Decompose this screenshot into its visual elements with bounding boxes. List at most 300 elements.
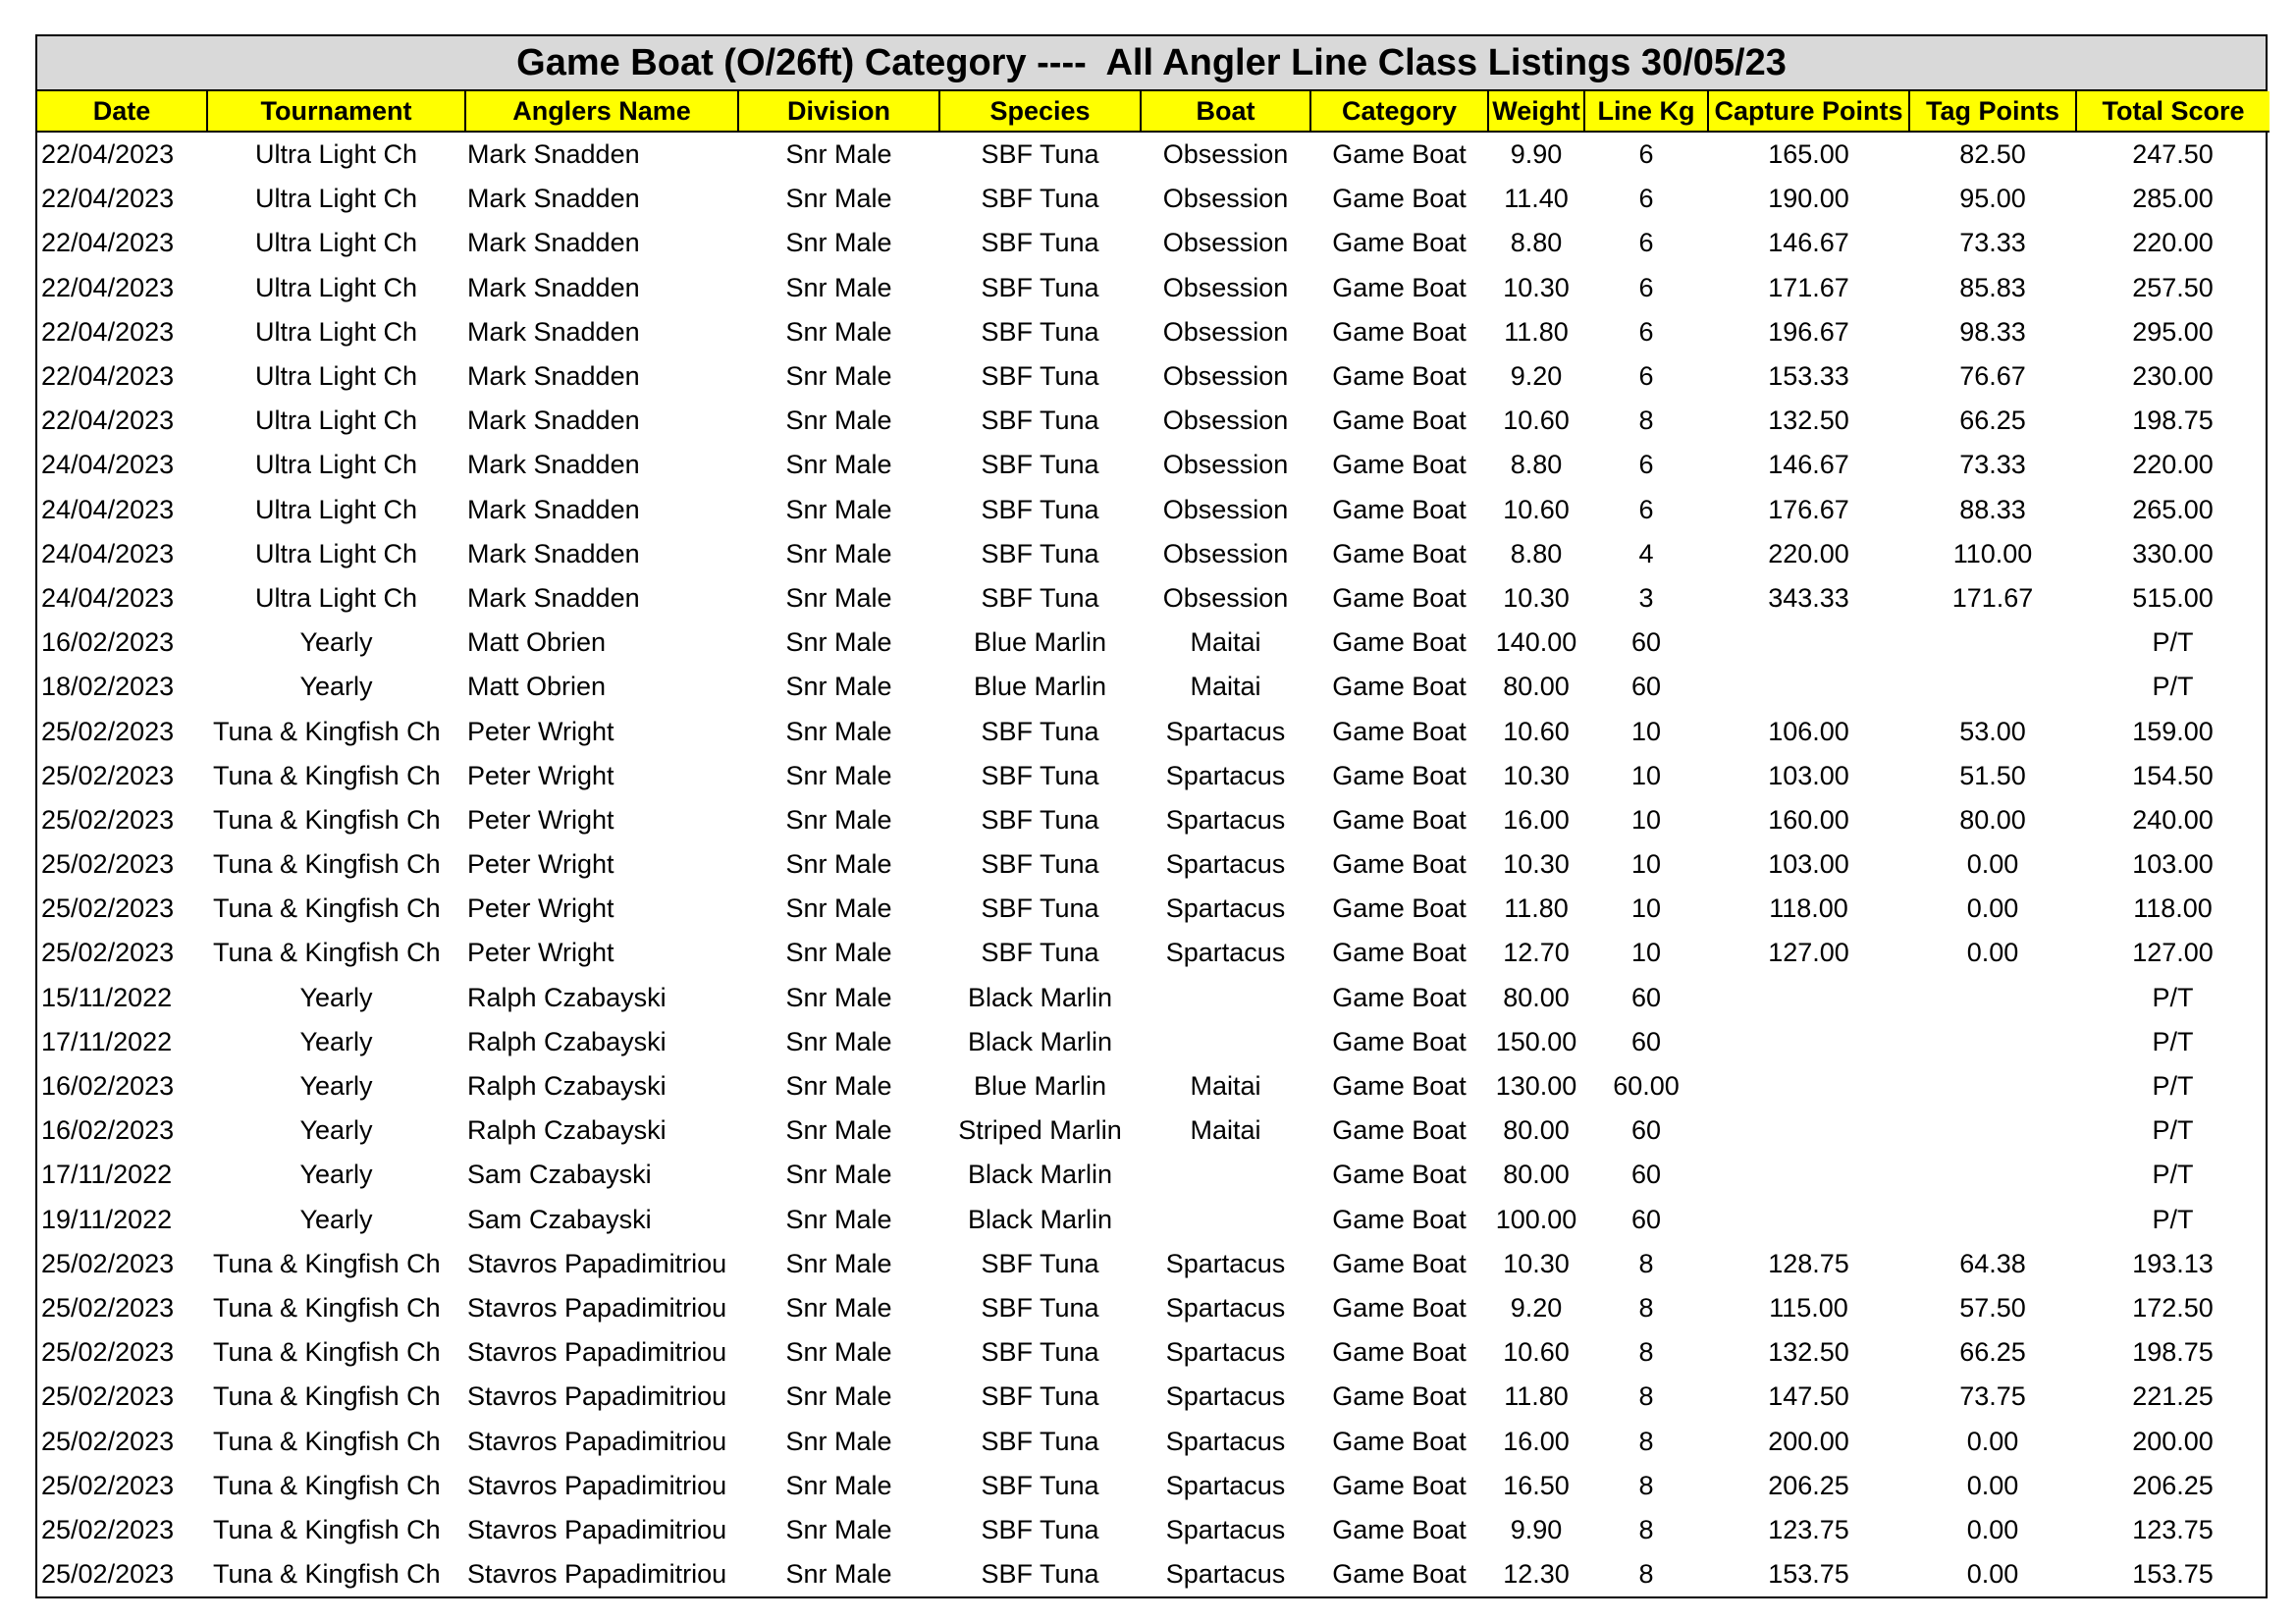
cell-tag-points <box>1909 1153 2076 1197</box>
cell-division: Snr Male <box>785 1292 892 1323</box>
cell-capture-points: 123.75 <box>1768 1514 1849 1544</box>
cell-anglers-name: Stavros Papadimitriou <box>467 1514 727 1544</box>
cell-weight: 11.40 <box>1504 184 1569 214</box>
cell-capture-points: 176.67 <box>1768 494 1849 524</box>
cell-line-kg: 8 <box>1638 1337 1654 1368</box>
cell-line-kg: 60 <box>1630 1204 1662 1234</box>
cell-category: Game Boat <box>1332 849 1467 880</box>
cell-total-score: 154.50 <box>2132 760 2214 790</box>
cell-category: Game Boat <box>1332 716 1467 746</box>
cell-division: Snr Male <box>785 804 892 835</box>
cell-capture-points: 220.00 <box>1768 538 1849 568</box>
cell-division: Snr Male <box>785 494 892 524</box>
cell-species: SBF Tuna <box>981 272 1099 302</box>
cell-anglers-name: Ralph Czabayski <box>467 1026 667 1056</box>
cell-boat: Obsession <box>1162 272 1289 302</box>
cell-capture-points: 106.00 <box>1768 716 1849 746</box>
cell-line-kg: 6 <box>1638 494 1654 524</box>
cell-species: Black Marlin <box>967 1026 1113 1056</box>
cell-date: 25/02/2023 <box>41 1248 175 1278</box>
table-row <box>37 1020 2269 1064</box>
cell-total-score: P/T <box>2152 627 2194 658</box>
cell-tournament: Ultra Light Ch <box>254 450 418 480</box>
cell-division: Snr Male <box>785 1204 892 1234</box>
cell-division: Snr Male <box>785 228 892 258</box>
cell-tournament: Tuna & Kingfish Ch <box>213 716 441 746</box>
cell-tournament: Yearly <box>299 1071 373 1102</box>
cell-category: Game Boat <box>1332 316 1467 347</box>
cell-line-kg: 8 <box>1638 1426 1654 1456</box>
cell-tournament: Tuna & Kingfish Ch <box>213 1292 441 1323</box>
cell-category: Game Boat <box>1332 672 1467 702</box>
cell-date: 25/02/2023 <box>41 1337 175 1368</box>
table-row <box>37 1108 2269 1153</box>
cell-boat: Obsession <box>1162 316 1289 347</box>
cell-category: Game Boat <box>1332 1160 1467 1190</box>
cell-tournament: Ultra Light Ch <box>254 272 418 302</box>
cell-category: Game Boat <box>1332 272 1467 302</box>
cell-date: 25/02/2023 <box>41 760 175 790</box>
table-row <box>37 976 2269 1020</box>
cell-tournament: Tuna & Kingfish Ch <box>213 938 441 968</box>
table-row <box>37 1286 2269 1330</box>
cell-anglers-name: Mark Snadden <box>467 538 640 568</box>
cell-tournament: Tuna & Kingfish Ch <box>213 1337 441 1368</box>
cell-species: SBF Tuna <box>981 1337 1099 1368</box>
cell-tournament: Yearly <box>299 1115 373 1146</box>
cell-division: Snr Male <box>785 982 892 1012</box>
header-row <box>37 91 2269 132</box>
cell-line-kg: 6 <box>1638 272 1654 302</box>
cell-species: SBF Tuna <box>981 494 1099 524</box>
table-row <box>37 931 2269 975</box>
cell-tournament: Ultra Light Ch <box>254 184 418 214</box>
table-row <box>37 665 2269 709</box>
cell-date: 15/11/2022 <box>41 982 173 1012</box>
cell-tournament: Yearly <box>299 627 373 658</box>
table-row <box>37 887 2269 931</box>
cell-tournament: Tuna & Kingfish Ch <box>213 1381 441 1412</box>
cell-date: 25/02/2023 <box>41 1514 175 1544</box>
cell-date: 22/04/2023 <box>41 139 175 170</box>
cell-category: Game Boat <box>1332 1026 1467 1056</box>
cell-line-kg: 60 <box>1630 1115 1662 1146</box>
cell-species: Black Marlin <box>967 1160 1113 1190</box>
cell-capture-points: 103.00 <box>1768 849 1849 880</box>
cell-boat: Maitai <box>1190 1071 1261 1102</box>
cell-tag-points <box>1909 665 2076 709</box>
cell-date: 17/11/2022 <box>41 1026 173 1056</box>
cell-category: Game Boat <box>1332 1248 1467 1278</box>
cell-species: SBF Tuna <box>981 228 1099 258</box>
cell-weight: 80.00 <box>1503 1160 1570 1190</box>
cell-species: SBF Tuna <box>981 538 1099 568</box>
cell-date: 24/04/2023 <box>41 494 175 524</box>
cell-total-score: 103.00 <box>2132 849 2214 880</box>
cell-boat: Maitai <box>1190 1115 1261 1146</box>
cell-weight: 80.00 <box>1503 1115 1570 1146</box>
cell-boat: Obsession <box>1162 406 1289 436</box>
cell-category: Game Boat <box>1332 1204 1467 1234</box>
cell-category: Game Boat <box>1332 228 1467 258</box>
cell-capture-points: 118.00 <box>1769 893 1848 924</box>
col-header-weight[interactable]: Weight <box>1488 91 1584 132</box>
cell-total-score: 127.00 <box>2132 938 2214 968</box>
cell-total-score: 118.00 <box>2133 893 2213 924</box>
cell-tournament: Yearly <box>299 982 373 1012</box>
cell-capture-points: 103.00 <box>1768 760 1849 790</box>
cell-weight: 8.80 <box>1510 450 1563 480</box>
cell-date: 25/02/2023 <box>41 1292 175 1323</box>
cell-species: SBF Tuna <box>981 406 1099 436</box>
cell-species: SBF Tuna <box>981 1381 1099 1412</box>
cell-tournament: Tuna & Kingfish Ch <box>213 1470 441 1500</box>
col-header-anglers-name[interactable]: Anglers Name <box>465 91 738 132</box>
cell-division: Snr Male <box>785 716 892 746</box>
cell-line-kg: 8 <box>1638 1514 1654 1544</box>
cell-category: Game Boat <box>1332 450 1467 480</box>
cell-species: SBF Tuna <box>981 849 1099 880</box>
cell-line-kg: 6 <box>1638 228 1654 258</box>
cell-anglers-name: Stavros Papadimitriou <box>467 1426 727 1456</box>
cell-total-score: 198.75 <box>2132 1337 2214 1368</box>
cell-tag-points: 82.50 <box>1959 139 2026 170</box>
table-body <box>37 132 2269 1596</box>
cell-category: Game Boat <box>1332 1381 1467 1412</box>
cell-tag-points: 57.50 <box>1959 1292 2026 1323</box>
cell-total-score: P/T <box>2152 1160 2194 1190</box>
cell-division: Snr Male <box>785 1381 892 1412</box>
col-header-boat[interactable]: Boat <box>1141 91 1310 132</box>
cell-species: SBF Tuna <box>981 1292 1099 1323</box>
cell-date: 25/02/2023 <box>41 1381 175 1412</box>
cell-boat: Spartacus <box>1165 849 1286 880</box>
cell-boat: Spartacus <box>1165 804 1286 835</box>
cell-weight: 100.00 <box>1495 1204 1577 1234</box>
cell-capture-points: 171.67 <box>1768 272 1849 302</box>
cell-division: Snr Male <box>785 1426 892 1456</box>
cell-category: Game Boat <box>1332 361 1467 392</box>
cell-capture-points: 160.00 <box>1768 804 1849 835</box>
table-row <box>37 1064 2269 1108</box>
cell-date: 24/04/2023 <box>41 538 175 568</box>
cell-anglers-name: Mark Snadden <box>467 316 640 347</box>
cell-tournament: Ultra Light Ch <box>254 494 418 524</box>
cell-weight: 9.20 <box>1510 361 1563 392</box>
cell-tournament: Yearly <box>299 1204 373 1234</box>
cell-category: Game Boat <box>1332 982 1467 1012</box>
cell-capture-points: 153.75 <box>1768 1559 1849 1590</box>
cell-capture-points <box>1708 1198 1909 1242</box>
cell-anglers-name: Mark Snadden <box>467 184 640 214</box>
cell-tag-points: 73.33 <box>1959 228 2026 258</box>
col-header-line-kg[interactable]: Line Kg <box>1584 91 1708 132</box>
cell-category: Game Boat <box>1332 494 1467 524</box>
cell-line-kg: 3 <box>1638 582 1654 613</box>
col-header-date[interactable]: Date <box>37 91 207 132</box>
cell-anglers-name: Mark Snadden <box>467 139 640 170</box>
cell-tournament: Ultra Light Ch <box>254 582 418 613</box>
col-header-tournament[interactable]: Tournament <box>207 91 465 132</box>
cell-category: Game Boat <box>1332 760 1467 790</box>
cell-category: Game Boat <box>1332 184 1467 214</box>
cell-anglers-name: Mark Snadden <box>467 406 640 436</box>
cell-line-kg: 8 <box>1638 406 1654 436</box>
cell-weight: 140.00 <box>1495 627 1577 658</box>
cell-total-score: 240.00 <box>2132 804 2214 835</box>
cell-weight: 150.00 <box>1495 1026 1577 1056</box>
table-row <box>37 1552 2269 1596</box>
cell-category: Game Boat <box>1332 1426 1467 1456</box>
cell-total-score: 295.00 <box>2132 316 2214 347</box>
col-header-division[interactable]: Division <box>738 91 939 132</box>
cell-capture-points: 146.67 <box>1768 450 1849 480</box>
cell-tag-points: 95.00 <box>1959 184 2026 214</box>
cell-total-score: 247.50 <box>2132 139 2214 170</box>
table-row <box>37 621 2269 665</box>
cell-tag-points: 171.67 <box>1951 582 2034 613</box>
cell-date: 22/04/2023 <box>41 406 175 436</box>
cell-boat: Spartacus <box>1165 1426 1286 1456</box>
table-row <box>37 1153 2269 1197</box>
cell-weight: 16.50 <box>1503 1470 1570 1500</box>
cell-line-kg: 10 <box>1630 760 1662 790</box>
cell-date: 25/02/2023 <box>41 1426 175 1456</box>
cell-line-kg: 4 <box>1638 538 1654 568</box>
col-header-tag-points[interactable]: Tag Points <box>1909 91 2076 132</box>
cell-weight: 10.30 <box>1503 849 1570 880</box>
col-header-total-score[interactable]: Total Score <box>2076 91 2269 132</box>
listing-sheet <box>35 34 2268 1598</box>
cell-anglers-name: Ralph Czabayski <box>467 1071 667 1102</box>
cell-capture-points: 196.67 <box>1768 316 1849 347</box>
cell-line-kg: 6 <box>1638 316 1654 347</box>
cell-category: Game Boat <box>1332 1292 1467 1323</box>
cell-species: SBF Tuna <box>981 804 1099 835</box>
cell-date: 25/02/2023 <box>41 893 175 924</box>
cell-anglers-name: Ralph Czabayski <box>467 982 667 1012</box>
table-row <box>37 1508 2269 1552</box>
cell-date: 25/02/2023 <box>41 1559 175 1590</box>
cell-capture-points <box>1708 976 1909 1020</box>
cell-division: Snr Male <box>785 627 892 658</box>
cell-category: Game Boat <box>1332 804 1467 835</box>
col-header-capture-points[interactable]: Capture Points <box>1708 91 1909 132</box>
cell-total-score: 220.00 <box>2132 450 2214 480</box>
cell-anglers-name: Matt Obrien <box>467 627 607 658</box>
cell-species: SBF Tuna <box>981 361 1099 392</box>
cell-division: Snr Male <box>785 139 892 170</box>
cell-category: Game Boat <box>1332 406 1467 436</box>
cell-capture-points: 190.00 <box>1768 184 1849 214</box>
cell-weight: 8.80 <box>1510 538 1563 568</box>
cell-total-score: P/T <box>2152 982 2194 1012</box>
cell-weight: 11.80 <box>1504 1381 1569 1412</box>
cell-boat: Spartacus <box>1165 1292 1286 1323</box>
cell-total-score: P/T <box>2152 1071 2194 1102</box>
cell-category: Game Boat <box>1332 139 1467 170</box>
cell-boat: Obsession <box>1162 582 1289 613</box>
cell-line-kg: 8 <box>1638 1292 1654 1323</box>
cell-anglers-name: Peter Wright <box>467 804 614 835</box>
cell-weight: 16.00 <box>1503 1426 1570 1456</box>
cell-weight: 9.90 <box>1510 1514 1563 1544</box>
table-row <box>37 1375 2269 1419</box>
cell-category: Game Boat <box>1332 1470 1467 1500</box>
cell-total-score: 220.00 <box>2132 228 2214 258</box>
cell-date: 22/04/2023 <box>41 184 175 214</box>
cell-tag-points: 110.00 <box>1952 538 2033 568</box>
cell-division: Snr Male <box>785 272 892 302</box>
cell-tournament: Ultra Light Ch <box>254 228 418 258</box>
cell-species: SBF Tuna <box>981 184 1099 214</box>
col-header-category[interactable]: Category <box>1310 91 1488 132</box>
cell-division: Snr Male <box>785 1160 892 1190</box>
cell-species: Blue Marlin <box>973 672 1107 702</box>
cell-boat: Obsession <box>1162 139 1289 170</box>
cell-tag-points: 53.00 <box>1959 716 2026 746</box>
cell-line-kg: 8 <box>1638 1381 1654 1412</box>
cell-capture-points <box>1708 621 1909 665</box>
cell-division: Snr Male <box>785 450 892 480</box>
cell-line-kg: 60 <box>1630 672 1662 702</box>
cell-capture-points: 153.33 <box>1768 361 1849 392</box>
cell-boat <box>1141 1020 1310 1064</box>
cell-species: Blue Marlin <box>973 1071 1107 1102</box>
cell-species: SBF Tuna <box>981 139 1099 170</box>
cell-date: 25/02/2023 <box>41 1470 175 1500</box>
cell-division: Snr Male <box>785 893 892 924</box>
cell-anglers-name: Mark Snadden <box>467 494 640 524</box>
cell-total-score: 153.75 <box>2132 1559 2214 1590</box>
table-row <box>37 709 2269 753</box>
table-row <box>37 1198 2269 1242</box>
cell-total-score: 265.00 <box>2132 494 2214 524</box>
table-row <box>37 1330 2269 1375</box>
cell-total-score: 159.00 <box>2132 716 2214 746</box>
cell-anglers-name: Stavros Papadimitriou <box>467 1559 727 1590</box>
cell-tag-points: 66.25 <box>1959 406 2026 436</box>
cell-capture-points <box>1708 1020 1909 1064</box>
cell-line-kg: 60 <box>1630 1160 1662 1190</box>
cell-line-kg: 10 <box>1630 938 1662 968</box>
cell-division: Snr Male <box>785 361 892 392</box>
cell-tag-points: 64.38 <box>1959 1248 2026 1278</box>
col-header-species[interactable]: Species <box>939 91 1141 132</box>
cell-division: Snr Male <box>785 316 892 347</box>
table-row <box>37 842 2269 887</box>
cell-division: Snr Male <box>785 184 892 214</box>
cell-tag-points <box>1909 1064 2076 1108</box>
cell-tournament: Tuna & Kingfish Ch <box>213 1426 441 1456</box>
table-row <box>37 310 2269 354</box>
cell-tournament: Tuna & Kingfish Ch <box>213 893 441 924</box>
cell-division: Snr Male <box>785 849 892 880</box>
cell-line-kg: 60.00 <box>1613 1071 1680 1102</box>
cell-date: 25/02/2023 <box>41 849 175 880</box>
cell-tag-points: 98.33 <box>1959 316 2026 347</box>
cell-line-kg: 60 <box>1630 1026 1662 1056</box>
cell-total-score: P/T <box>2152 1026 2194 1056</box>
cell-boat: Spartacus <box>1165 1381 1286 1412</box>
cell-tag-points: 80.00 <box>1959 804 2026 835</box>
cell-species: SBF Tuna <box>981 938 1099 968</box>
cell-category: Game Boat <box>1332 1559 1467 1590</box>
cell-weight: 80.00 <box>1503 672 1570 702</box>
cell-weight: 10.60 <box>1503 494 1570 524</box>
cell-weight: 10.60 <box>1503 1337 1570 1368</box>
cell-boat: Obsession <box>1162 228 1289 258</box>
cell-boat: Spartacus <box>1165 938 1286 968</box>
cell-division: Snr Male <box>785 1470 892 1500</box>
cell-species: SBF Tuna <box>981 450 1099 480</box>
cell-capture-points <box>1708 1153 1909 1197</box>
cell-capture-points: 146.67 <box>1768 228 1849 258</box>
cell-boat: Obsession <box>1162 538 1289 568</box>
cell-capture-points <box>1708 1064 1909 1108</box>
cell-total-score: 200.00 <box>2132 1426 2214 1456</box>
cell-division: Snr Male <box>785 1514 892 1544</box>
table-row <box>37 266 2269 310</box>
cell-boat: Maitai <box>1190 672 1261 702</box>
cell-tag-points: 76.67 <box>1959 361 2026 392</box>
cell-species: SBF Tuna <box>981 1559 1099 1590</box>
cell-weight: 80.00 <box>1503 982 1570 1012</box>
table-row <box>37 576 2269 621</box>
cell-division: Snr Male <box>785 938 892 968</box>
cell-date: 17/11/2022 <box>41 1160 173 1190</box>
cell-tournament: Yearly <box>299 1026 373 1056</box>
cell-division: Snr Male <box>785 672 892 702</box>
cell-capture-points: 206.25 <box>1768 1470 1849 1500</box>
table-row <box>37 132 2269 177</box>
cell-tournament: Ultra Light Ch <box>254 538 418 568</box>
cell-tournament: Tuna & Kingfish Ch <box>213 1248 441 1278</box>
cell-capture-points: 343.33 <box>1768 582 1849 613</box>
cell-boat: Spartacus <box>1165 760 1286 790</box>
cell-line-kg: 6 <box>1638 450 1654 480</box>
cell-date: 18/02/2023 <box>41 672 175 702</box>
cell-tournament: Tuna & Kingfish Ch <box>213 760 441 790</box>
cell-total-score: 515.00 <box>2132 582 2214 613</box>
cell-category: Game Boat <box>1332 538 1467 568</box>
cell-boat <box>1141 1153 1310 1197</box>
cell-weight: 130.00 <box>1495 1071 1577 1102</box>
cell-tournament: Tuna & Kingfish Ch <box>213 849 441 880</box>
cell-anglers-name: Stavros Papadimitriou <box>467 1292 727 1323</box>
cell-capture-points: 127.00 <box>1768 938 1849 968</box>
cell-line-kg: 6 <box>1638 184 1654 214</box>
cell-anglers-name: Peter Wright <box>467 849 614 880</box>
cell-date: 22/04/2023 <box>41 316 175 347</box>
cell-line-kg: 8 <box>1638 1248 1654 1278</box>
cell-anglers-name: Sam Czabayski <box>467 1204 652 1234</box>
cell-weight: 10.30 <box>1503 760 1570 790</box>
cell-tournament: Tuna & Kingfish Ch <box>213 1559 441 1590</box>
cell-line-kg: 10 <box>1630 893 1662 924</box>
table-row <box>37 399 2269 443</box>
cell-total-score: 221.25 <box>2132 1381 2214 1412</box>
cell-species: Striped Marlin <box>958 1115 1122 1146</box>
cell-tag-points: 0.00 <box>1966 849 2019 880</box>
cell-tag-points: 0.00 <box>1966 893 2019 924</box>
cell-boat: Obsession <box>1162 184 1289 214</box>
cell-anglers-name: Mark Snadden <box>467 582 640 613</box>
cell-total-score: 285.00 <box>2132 184 2214 214</box>
cell-species: SBF Tuna <box>981 316 1099 347</box>
cell-line-kg: 10 <box>1630 804 1662 835</box>
cell-boat: Spartacus <box>1165 1514 1286 1544</box>
